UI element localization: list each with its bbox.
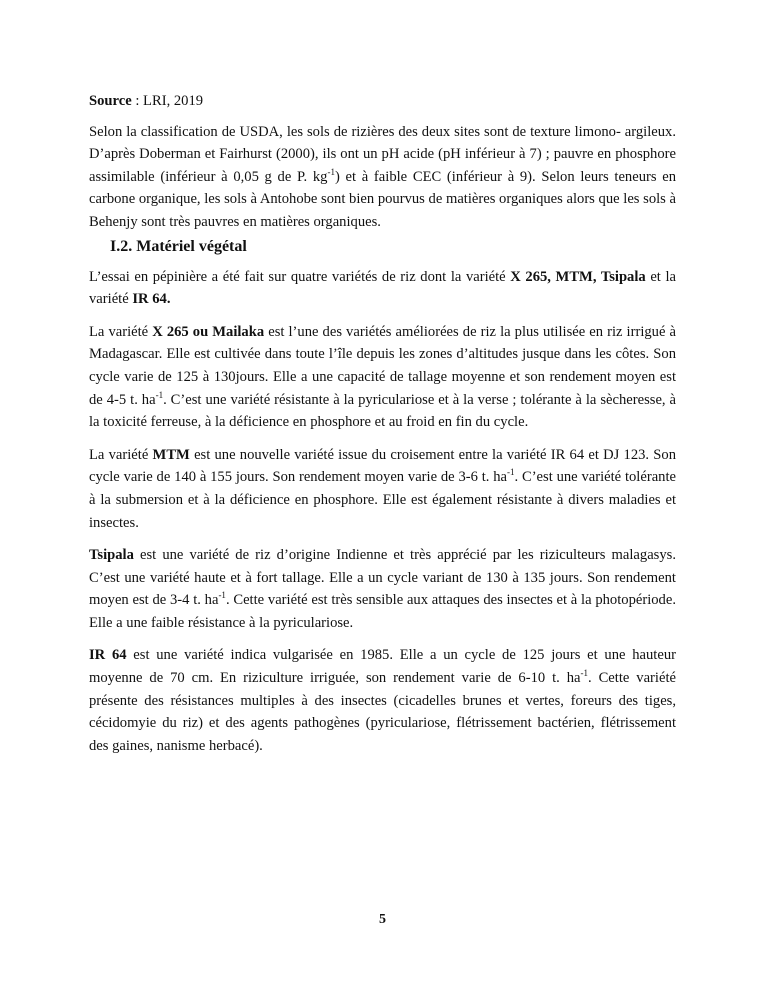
source-text: : LRI, 2019 [131,93,204,109]
document-page [89,90,676,767]
source-line [89,90,676,113]
intro-paragraph: L’essai en pépinière a été fait sur quatre variétés de riz dont la variété X 265, MTM, Tsipala et la variété IR 64. [89,268,676,308]
source-label: Source [89,93,132,109]
section-heading-plant-material: I.2. Matériel végétal [110,237,247,255]
x265-paragraph: La variété X 265 ou Mailaka est l’une des variétés améliorées de riz la plus utilisée en riz irrigué à Madagascar. Elle est cultivée dans toute l’île depuis les zones d’altitudes jusque dans les côtes. Son cycle varie de 125 à 130jours. Elle a une capacité de tallage moyenne et son rendement moyen est de 4-5 t. $ha^{-1}$. C’est une variété résistante à la pyriculariose et à la verse ; tolérante à la sècheresse, à la toxicité ferreuse, à la déficience en phosphore et au froid en fin du cycle. [89,323,677,431]
ir64-paragraph: IR 64 est une variété indica vulgarisée en 1985. Elle a un cycle de 125 jours et une hauteur moyenne de 70 cm. En riziculture irriguée, son rendement varie de 6-10 t. $ha^{-1}$. Cette variété présente des résistances multiples à des insectes (cicadelles brunes et vertes, foreurs des tiges, cécidomyie du riz) et des agents pathogènes (pyriculariose, flétrissement bactérien, flétrissement des gaines, nanisme herbacé). [89,647,676,754]
mtm-paragraph: La variété MTM est une nouvelle variété issue du croisement entre la variété IR 64 et DJ 123. Son cycle varie de 140 à 155 jours. Son rendement moyen varie de 3-6 t. $ha^{-1}$. C’est une variété tolérante à la submersion et à la déficience en phosphore. Elle est également résistante à divers maladies et insectes. [89,446,677,531]
soil-classification-paragraph: Selon la classification de USDA, les sols de rizières des deux sites sont de texture limono- argileux. D’après Doberman et Fairhurst (2000), ils ont un pH acide (pH inférieur à 7) ; pauvre en phosphore assimilable (inférieur à 0,05 g de P. $kg^{-1}$) et à faible CEC (inférieur à 9). Selon leurs teneurs en carbone organique, les sols à Antohobe sont bien pourvus de matières organiques alors que les sols à Behenjy sont très pauvres en matières organiques. [89,123,677,230]
page-number: 5 [379,912,386,927]
tsipala-paragraph: Tsipala est une variété de riz d’origine Indienne et très apprécié par les riziculteurs malagasys. C’est une variété haute et à fort tallage. Elle a un cycle variant de 130 à 135 jours. Son rendement moyen est de 3-4 t. $ha^{-1}$. Cette variété est très sensible aux attaques des insectes et à la photopériode. Elle a une faible résistance à la pyriculariose. [89,547,676,631]
